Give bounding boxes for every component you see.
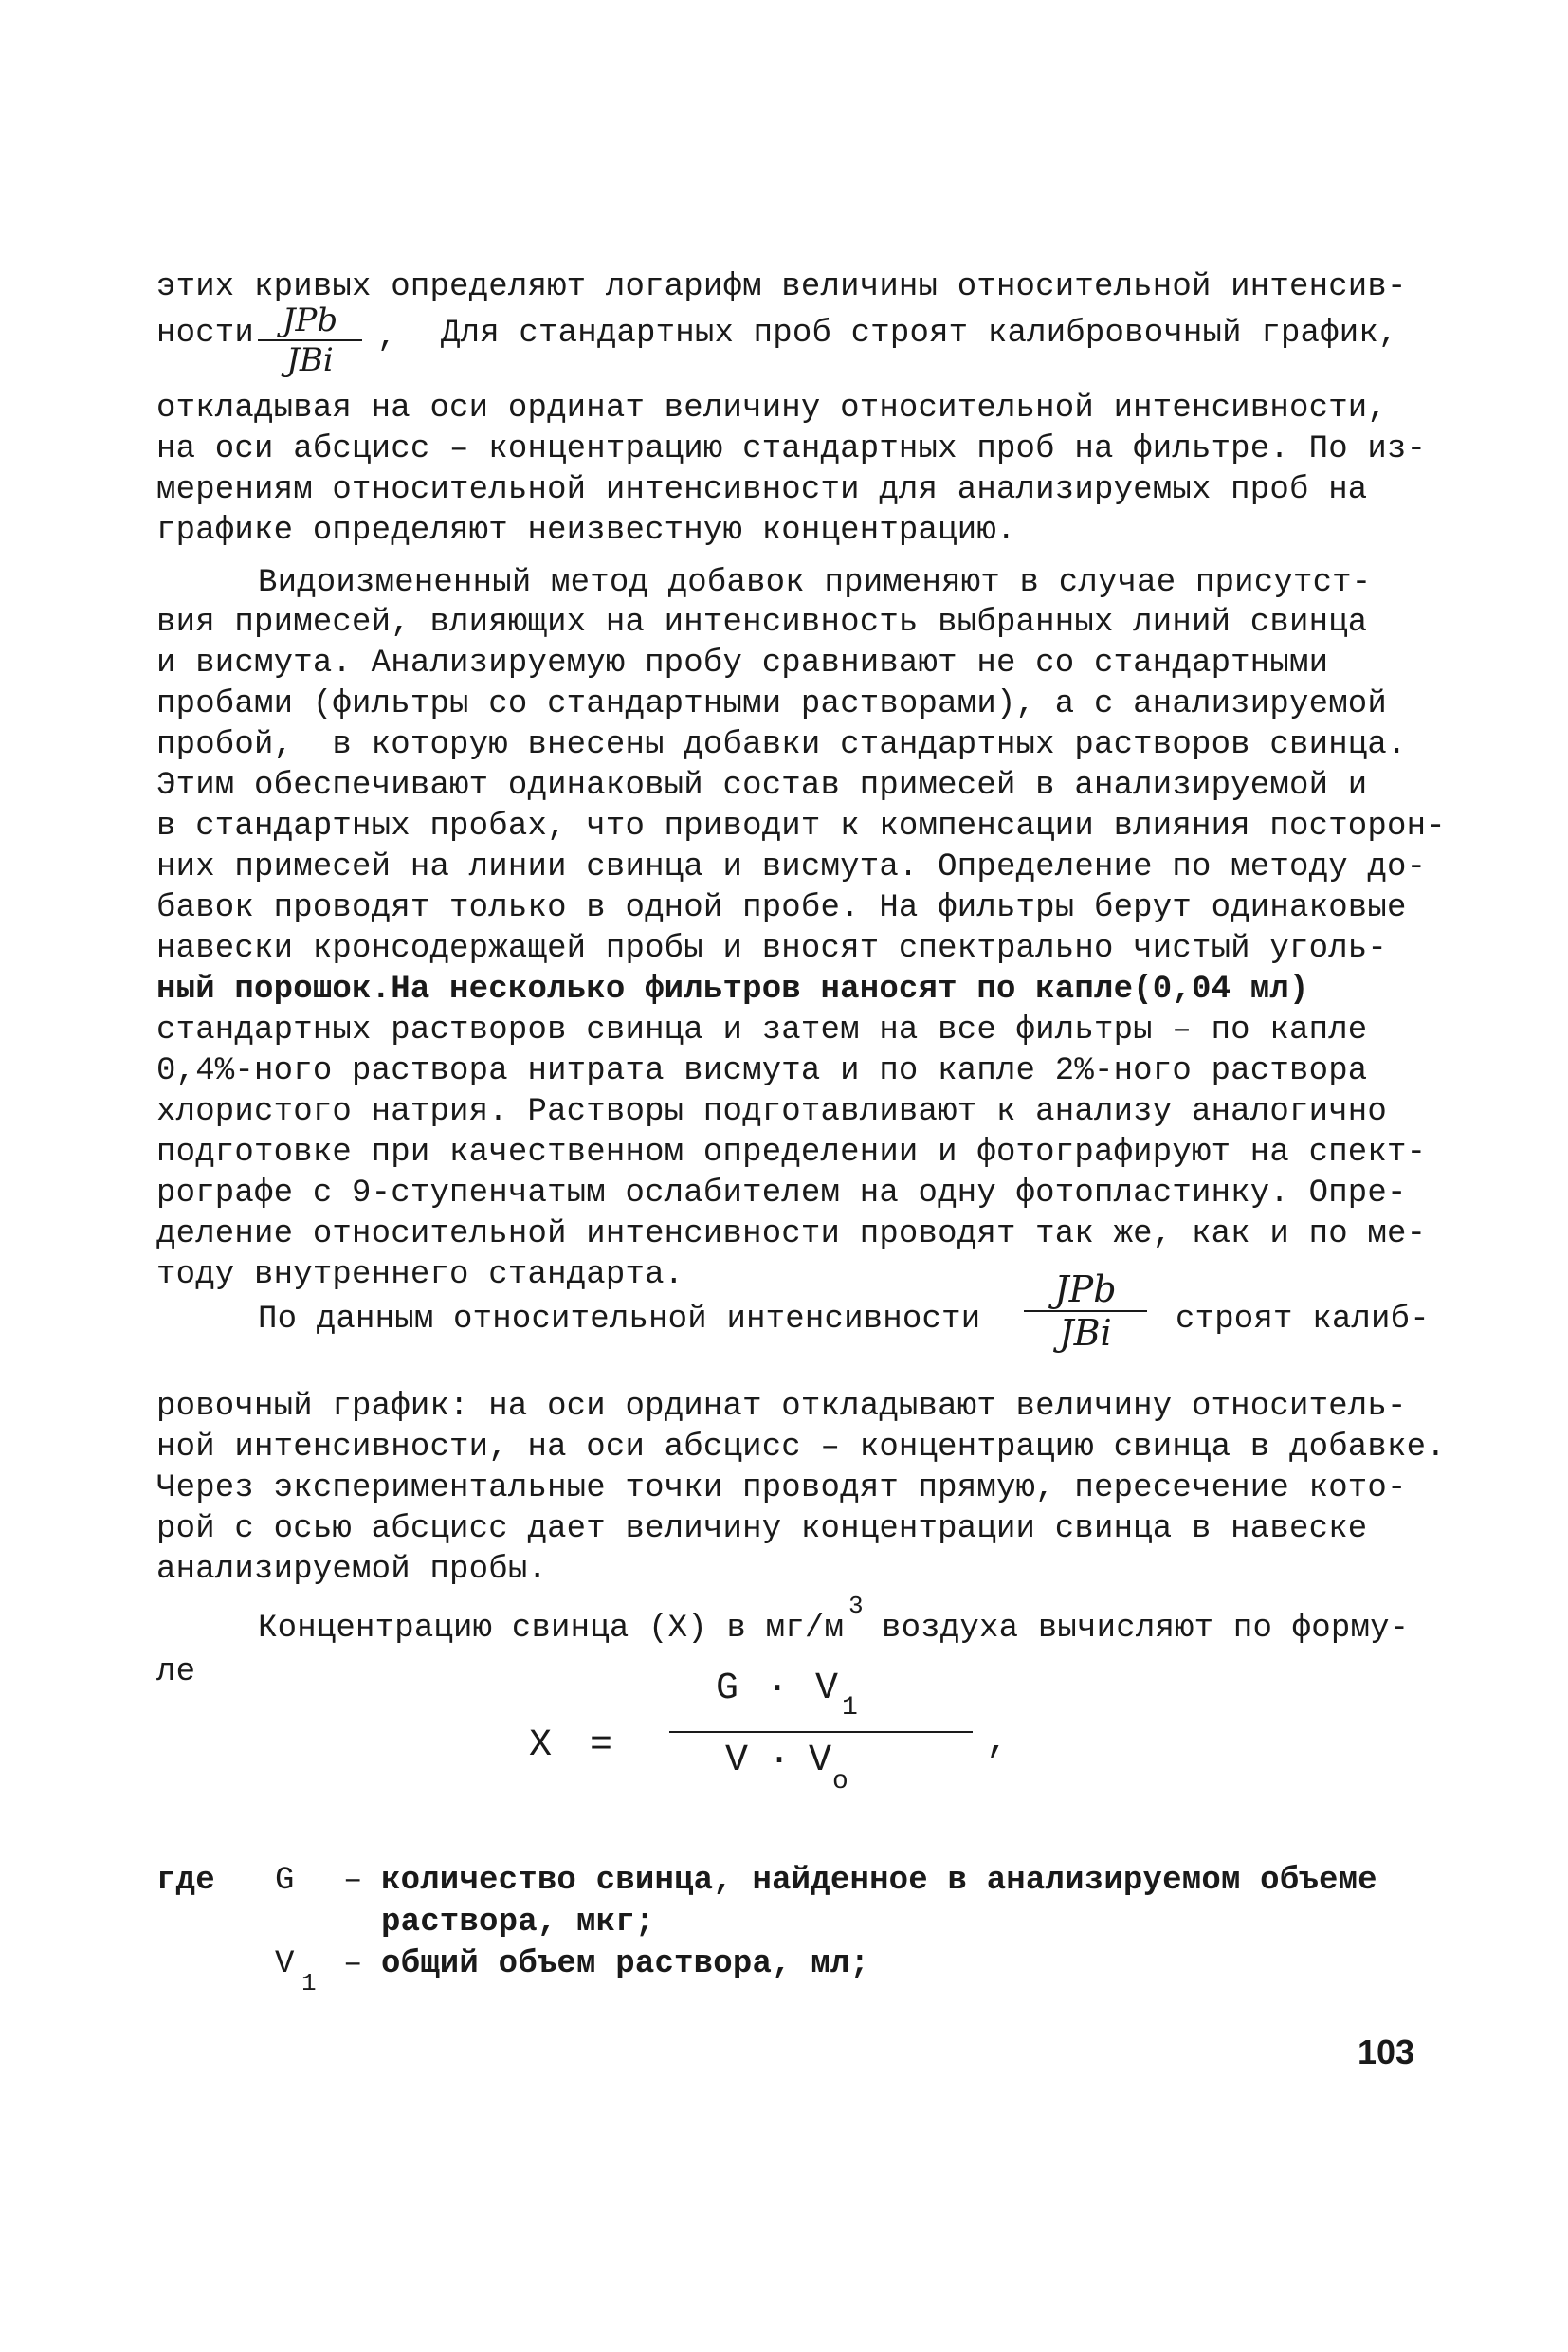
text-line: Для стандартных проб строят калибровочный график, — [441, 316, 1398, 352]
text-line: ный порошок.На несколько фильтров наносят по капле(0,04 мл) — [156, 972, 1309, 1008]
fraction-numerator: JPb — [282, 301, 338, 339]
fraction-denominator: JBi — [1059, 1312, 1112, 1354]
definition-symbol-v1: V — [275, 1946, 295, 1982]
formula-vo: V — [809, 1740, 832, 1782]
text-line: бавок проводят только в одной пробе. На фильтры берут одинаковые — [156, 890, 1407, 926]
definition-sub-1: 1 — [301, 1969, 317, 1997]
fraction-numerator: JPb — [1054, 1268, 1117, 1310]
text-line: рографе с 9-ступенчатым ослабителем на одну фотопластинку. Опре- — [156, 1176, 1407, 1212]
formula-v: V — [725, 1740, 749, 1782]
text-line: хлористого натрия. Растворы подготавливают к анализу аналогично — [156, 1094, 1388, 1130]
formula-dot: · — [766, 1668, 790, 1710]
text-line: анализируемой пробы. — [156, 1552, 548, 1588]
text-line: и висмута. Анализируемую пробу сравнивают не со стандартными — [156, 646, 1329, 682]
formula-fraction-bar — [669, 1731, 973, 1733]
text-line: ности — [156, 316, 255, 352]
text-line: Этим обеспечивают одинаковый состав примесей в анализируемой и — [156, 768, 1368, 804]
fraction-denominator: JBi — [286, 341, 334, 379]
formula-comma: , — [986, 1721, 1010, 1763]
formula-dot: · — [768, 1740, 792, 1782]
text-line: мерениям относительной интенсивности для анализируемых проб на — [156, 472, 1368, 508]
text-line: навески кронсодержащей пробы и вносят спектрально чистый уголь- — [156, 931, 1388, 967]
text-line: раствора, мкг; — [381, 1905, 655, 1941]
page-number: 103 — [1358, 2033, 1415, 2071]
text-line: откладывая на оси ординат величину относительной интенсивности, — [156, 391, 1388, 427]
text-line: стандартных растворов свинца и затем на все фильтры – по капле — [156, 1012, 1368, 1048]
definition-dash: – — [343, 1863, 363, 1899]
text-line: Через экспериментальные точки проводят прямую, пересечение кото- — [156, 1470, 1407, 1506]
definition-dash: – — [343, 1946, 363, 1982]
text-line: подготовке при качественном определении и фотографируют на спект- — [156, 1135, 1427, 1171]
text-line: ле — [156, 1654, 196, 1690]
text-line: на оси абсцисс – концентрацию стандартных проб на фильтре. По из- — [156, 431, 1427, 467]
text-line: Концентрацию свинца (X) в мг/м — [258, 1611, 845, 1647]
definition-symbol-g: G — [275, 1863, 295, 1899]
text-line: графике определяют неизвестную концентрацию. — [156, 513, 1016, 549]
text-line: вия примесей, влияющих на интенсивность выбранных линий свинца — [156, 605, 1368, 641]
text-line: тоду внутреннего стандарта. — [156, 1257, 684, 1293]
text-line: воздуха вычисляют по форму- — [882, 1611, 1410, 1647]
superscript: 3 — [848, 1592, 864, 1620]
text-line: где — [156, 1863, 215, 1899]
text-line: пробами (фильтры со стандартными растворами), а с анализируемой — [156, 686, 1388, 722]
text-line: 0,4%-ного раствора нитрата висмута и по капле 2%-ного раствора — [156, 1053, 1368, 1089]
text-line: общий объем раствора, мл; — [381, 1946, 870, 1982]
text-line: пробой, в которую внесены добавки стандартных растворов свинца. — [156, 727, 1407, 763]
text-line: этих кривых определяют логарифм величины относительной интенсив- — [156, 269, 1407, 305]
text-line: в стандартных пробах, что приводит к компенсации влияния посторон- — [156, 809, 1446, 845]
formula-lhs: X — [529, 1724, 553, 1767]
text-line: количество свинца, найденное в анализируемом объеме — [381, 1863, 1377, 1899]
formula-sub-1: 1 — [842, 1693, 859, 1723]
punctuation: , — [377, 319, 397, 356]
text-line: ровочный график: на оси ординат откладывают величину относитель- — [156, 1389, 1407, 1425]
formula-v1: V — [815, 1668, 839, 1710]
text-line: Видоизмененный метод добавок применяют в случае присутст- — [258, 565, 1372, 601]
text-line: них примесей на линии свинца и висмута. Определение по методу до- — [156, 849, 1427, 885]
text-line: ной интенсивности, на оси абсцисс – концентрацию свинца в добавке. — [156, 1430, 1446, 1466]
text-line: деление относительной интенсивности проводят так же, как и по ме- — [156, 1216, 1427, 1252]
text-line: По данным относительной интенсивности — [258, 1302, 981, 1338]
text-line: строят калиб- — [1176, 1302, 1430, 1338]
formula-sub-o: o — [832, 1767, 849, 1796]
formula-equals: = — [590, 1724, 613, 1767]
text-line: рой с осью абсцисс дает величину концентрации свинца в навеске — [156, 1511, 1368, 1547]
formula-g: G — [716, 1668, 739, 1710]
